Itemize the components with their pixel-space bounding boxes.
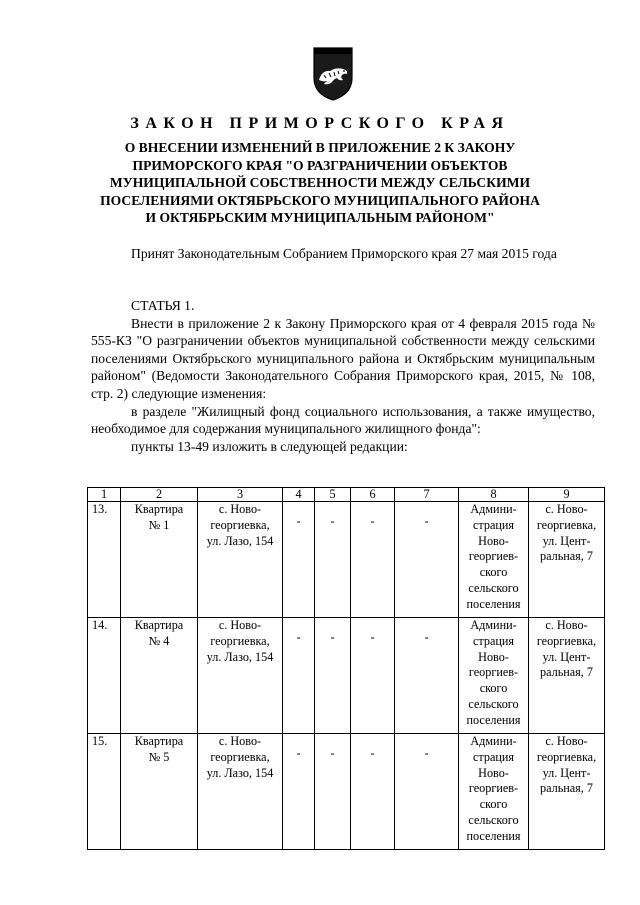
cell-line: с. Ново- (218, 618, 262, 632)
property-table (87, 487, 605, 850)
item-number: 14. (88, 618, 121, 734)
cell-line: ул. Лазо, 154 (206, 649, 274, 664)
subtitle-line: И ОКТЯБРЬСКИМ МУНИЦИПАЛЬНЫМ РАЙОНОМ" (145, 210, 495, 226)
subtitle-line: О ВНЕСЕНИИ ИЗМЕНЕНИЙ В ПРИЛОЖЕНИЕ 2 К ЗАКОНУ (124, 140, 516, 155)
owner-address (529, 618, 605, 734)
cell-col-4: - (283, 734, 315, 850)
cell-line: Админи- (470, 734, 517, 748)
column-header: 4 (283, 488, 315, 502)
cell-line: поселения (466, 828, 521, 843)
coat-of-arms-icon (310, 44, 356, 102)
cell-line: страция (472, 633, 515, 648)
cell-line: Ново- (478, 649, 509, 664)
subtitle-line: МУНИЦИПАЛЬНОЙ СОБСТВЕННОСТИ МЕЖДУ СЕЛЬСКИМИ (109, 175, 531, 191)
cell-line: с. Ново- (545, 502, 588, 516)
article-paragraph: пункты 13-49 изложить в следующей редакции: (131, 438, 408, 454)
table-row (88, 734, 605, 850)
adoption-note (91, 245, 595, 263)
cell-col-4: - (283, 502, 315, 618)
cell-line: № 4 (148, 633, 170, 648)
table-row (88, 502, 605, 618)
law-title: ЗАКОН ПРИМОРСКОГО КРАЯ (130, 115, 510, 132)
cell-col-6: - (351, 618, 395, 734)
object-name (121, 502, 198, 618)
law-subtitle (92, 139, 548, 227)
cell-col-7: - (395, 618, 459, 734)
article-paragraph: в разделе "Жилищный фонд социального использования, а также имущество, необходимое для содержания муниципального жилищного фонда": (91, 403, 595, 437)
cell-col-7: - (395, 734, 459, 850)
cell-line: Квартира (134, 502, 184, 516)
cell-line: георгиевка, (536, 633, 597, 648)
cell-line: Квартира (134, 618, 184, 632)
column-header: 2 (121, 488, 198, 502)
owner-address (529, 502, 605, 618)
cell-col-6: - (351, 502, 395, 618)
cell-line: ральная, 7 (540, 549, 593, 564)
item-number: 13. (88, 502, 121, 618)
table-header-row (88, 488, 605, 502)
cell-line: Квартира (134, 734, 184, 748)
item-number: 15. (88, 734, 121, 850)
cell-line: ул. Лазо, 154 (206, 765, 274, 780)
subtitle-line: ПОСЕЛЕНИЯМИ ОКТЯБРЬСКОГО МУНИЦИПАЛЬНОГО РАЙОНА (100, 192, 540, 208)
subtitle-line: ПРИМОРСКОГО КРАЯ "О РАЗГРАНИЧЕНИИ ОБЪЕКТОВ (132, 157, 508, 173)
article-heading: СТАТЬЯ 1. (131, 298, 195, 313)
cell-line: № 5 (148, 749, 170, 764)
column-header: 5 (315, 488, 351, 502)
table-row (88, 618, 605, 734)
cell-line: с. Ново- (218, 734, 262, 748)
cell-col-7: - (395, 502, 459, 618)
cell-col-4: - (283, 618, 315, 734)
cell-line: георгиев- (468, 549, 519, 564)
owner-name (459, 734, 529, 850)
cell-line: ральная, 7 (540, 781, 593, 796)
cell-line: георгиевка, (210, 517, 270, 532)
cell-line: ского (479, 797, 508, 812)
cell-line: поселения (466, 596, 521, 611)
column-header: 3 (198, 488, 283, 502)
owner-name (459, 618, 529, 734)
object-address (198, 734, 283, 850)
cell-line: с. Ново- (545, 618, 588, 632)
column-header: 6 (351, 488, 395, 502)
cell-line: сельского (468, 696, 519, 711)
column-header: 7 (395, 488, 459, 502)
cell-col-5: - (315, 618, 351, 734)
cell-line: ского (479, 681, 508, 696)
cell-line: ральная, 7 (540, 665, 593, 680)
cell-line: страция (472, 517, 515, 532)
cell-line: георгиевка, (536, 517, 597, 532)
cell-col-5: - (315, 502, 351, 618)
cell-col-5: - (315, 734, 351, 850)
object-name (121, 618, 198, 734)
cell-line: № 1 (148, 517, 170, 532)
cell-line: сельского (468, 812, 519, 827)
cell-line: Админи- (470, 502, 517, 516)
cell-line: Ново- (478, 765, 509, 780)
cell-line: поселения (466, 712, 521, 727)
cell-line: георгиевка, (210, 749, 270, 764)
cell-line: ул. Цент- (542, 649, 591, 664)
object-address (198, 618, 283, 734)
cell-line: Админи- (470, 618, 517, 632)
cell-line: ул. Цент- (542, 533, 591, 548)
column-header: 9 (529, 488, 605, 502)
cell-col-6: - (351, 734, 395, 850)
cell-line: с. Ново- (545, 734, 588, 748)
cell-line: ул. Лазо, 154 (206, 533, 274, 548)
cell-line: сельского (468, 580, 519, 595)
object-address (198, 502, 283, 618)
cell-line: Ново- (478, 533, 509, 548)
column-header: 1 (88, 488, 121, 502)
cell-line: георгиев- (468, 781, 519, 796)
column-header: 8 (459, 488, 529, 502)
owner-address (529, 734, 605, 850)
cell-line: страция (472, 749, 515, 764)
cell-line: ул. Цент- (542, 765, 591, 780)
cell-line: георгиевка, (210, 633, 270, 648)
cell-line: с. Ново- (218, 502, 262, 516)
adoption-text: Принят Законодательным Собранием Приморского края 27 мая 2015 года (131, 246, 557, 261)
article-1 (91, 297, 595, 455)
owner-name (459, 502, 529, 618)
article-paragraph: Внести в приложение 2 к Закону Приморского края от 4 февраля 2015 года № 555-КЗ "О разграничении объектов муниципальной собственности между сельскими поселениями Октябрьского муниципального района и Октябрьским муниципальным районом" (Ведомости Законодательного Собрания Приморского края, 2015, № 108, стр. 2) следующие изменения: (91, 315, 595, 401)
cell-line: георгиев- (468, 665, 519, 680)
object-name (121, 734, 198, 850)
cell-line: ского (479, 565, 508, 580)
cell-line: георгиевка, (536, 749, 597, 764)
